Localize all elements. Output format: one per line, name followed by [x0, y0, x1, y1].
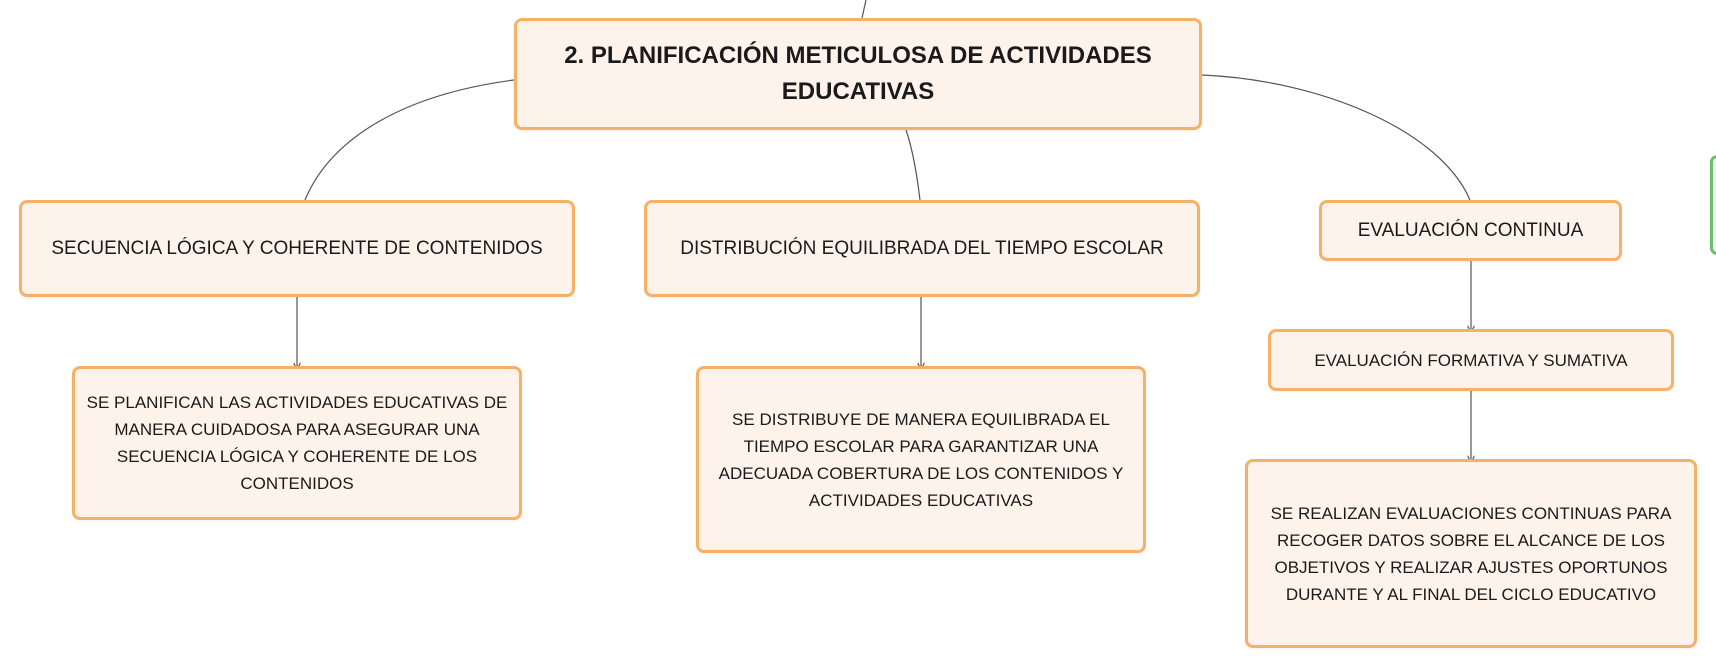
branch-label: EVALUACIÓN CONTINUA — [1357, 219, 1584, 241]
connector-main-to-branch-3 — [1202, 75, 1470, 200]
main-topic-text: 2. PLANIFICACIÓN METICULOSA DE ACTIVIDADES EDUCATIVAS — [564, 42, 1152, 105]
branch-node-evaluacion[interactable] — [1319, 200, 1622, 261]
detail-node-secuencia[interactable] — [72, 366, 522, 520]
detail-text: SE DISTRIBUYE DE MANERA EQUILIBRADA EL TIEMPO ESCOLAR PARA GARANTIZAR UNA ADECUADA COBERTURA DE LOS CONTENIDOS Y ACTIVIDADES EDUCATIVAS — [718, 409, 1124, 510]
connector-main-to-branch-1 — [305, 80, 514, 200]
branch-node-secuencia[interactable] — [19, 200, 575, 297]
detail-text: SE PLANIFICAN LAS ACTIVIDADES EDUCATIVAS DE MANERA CUIDADOSA PARA ASEGURAR UNA SECUENCIA LÓGICA Y COHERENTE DE LOS CONTENIDOS — [86, 393, 508, 493]
branch-node-distribucion[interactable] — [644, 200, 1200, 297]
branch-label: DISTRIBUCIÓN EQUILIBRADA DEL TIEMPO ESCOLAR — [680, 237, 1164, 259]
connector-parent-to-main — [862, 0, 866, 18]
detail-node-evaluacion[interactable] — [1245, 459, 1697, 648]
sub-node-evaluacion-formativa[interactable] — [1268, 329, 1674, 391]
connector-main-to-branch-2 — [906, 130, 920, 200]
main-topic-node[interactable] — [514, 18, 1202, 130]
detail-text: SE REALIZAN EVALUACIONES CONTINUAS PARA RECOGER DATOS SOBRE EL ALCANCE DE LOS OBJETIVOS Y REALIZAR AJUSTES OPORTUNOS DURANTE Y AL FINAL DEL CICLO EDUCATIVO — [1270, 503, 1672, 604]
detail-node-distribucion[interactable] — [696, 366, 1146, 553]
branch-label: SECUENCIA LÓGICA Y COHERENTE DE CONTENIDOS — [51, 237, 543, 259]
offscreen-node-edge[interactable] — [1710, 155, 1716, 255]
sub-label-text: EVALUACIÓN FORMATIVA Y SUMATIVA — [1314, 350, 1628, 370]
